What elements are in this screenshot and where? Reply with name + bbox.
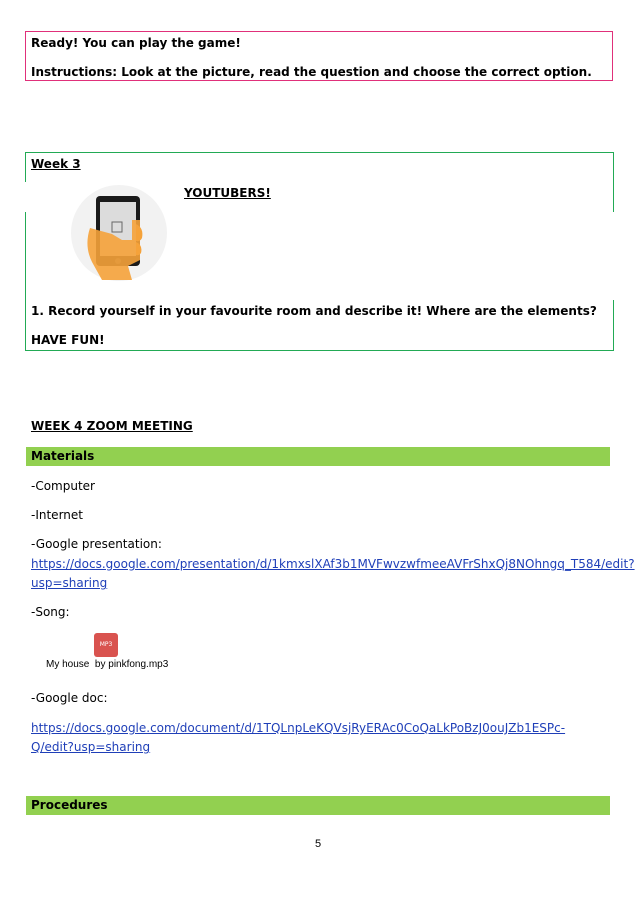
materials-label: Materials: [31, 449, 95, 463]
instructions-text: Instructions: Look at the picture, read the question and choose the correct option.: [31, 65, 592, 79]
have-fun-text: HAVE FUN!: [31, 333, 105, 347]
week3-task: 1. Record yourself in your favourite room and describe it! Where are the elements?: [31, 304, 597, 318]
week3-heading: Week 3: [31, 157, 81, 171]
material-computer: -Computer: [31, 479, 95, 493]
material-google-doc: -Google doc:: [31, 691, 108, 705]
materials-bar: [26, 447, 610, 466]
mp3-filename[interactable]: My house by pinkfong.mp3: [46, 659, 169, 670]
week3-border-left-upper: [25, 152, 26, 182]
ready-text: Ready! You can play the game!: [31, 36, 241, 50]
doc-link-line2[interactable]: Q/edit?usp=sharing: [31, 740, 151, 754]
youtubers-title: YOUTUBERS!: [184, 186, 271, 200]
week3-border-bottom: [25, 350, 614, 351]
page-number: 5: [315, 838, 322, 850]
presentation-link-line1[interactable]: https://docs.google.com/presentation/d/1kmxslXAf3b1MVFwvzwfmeeAVFrShxQj8NOhngq_T584/edit?: [31, 557, 635, 571]
week3-border-left-lower: [25, 212, 26, 351]
doc-link-line1[interactable]: https://docs.google.com/document/d/1TQLnpLeKQVsjRyERAc0CoQaLkPoBzJ0ouJZb1ESPc-: [31, 721, 566, 735]
week3-border-top: [25, 152, 614, 153]
week3-border-right-lower: [613, 300, 614, 351]
presentation-link-line2[interactable]: usp=sharing: [31, 576, 108, 590]
material-google-presentation: -Google presentation:: [31, 537, 162, 551]
procedures-label: Procedures: [31, 798, 108, 812]
hand-holding-phone-icon: [66, 184, 172, 282]
material-song: -Song:: [31, 605, 70, 619]
material-internet: -Internet: [31, 508, 83, 522]
procedures-bar: [26, 796, 610, 815]
mp3-file-icon[interactable]: MP3: [94, 633, 118, 657]
week4-heading: WEEK 4 ZOOM MEETING: [31, 419, 193, 433]
week3-border-right-upper: [613, 152, 614, 212]
